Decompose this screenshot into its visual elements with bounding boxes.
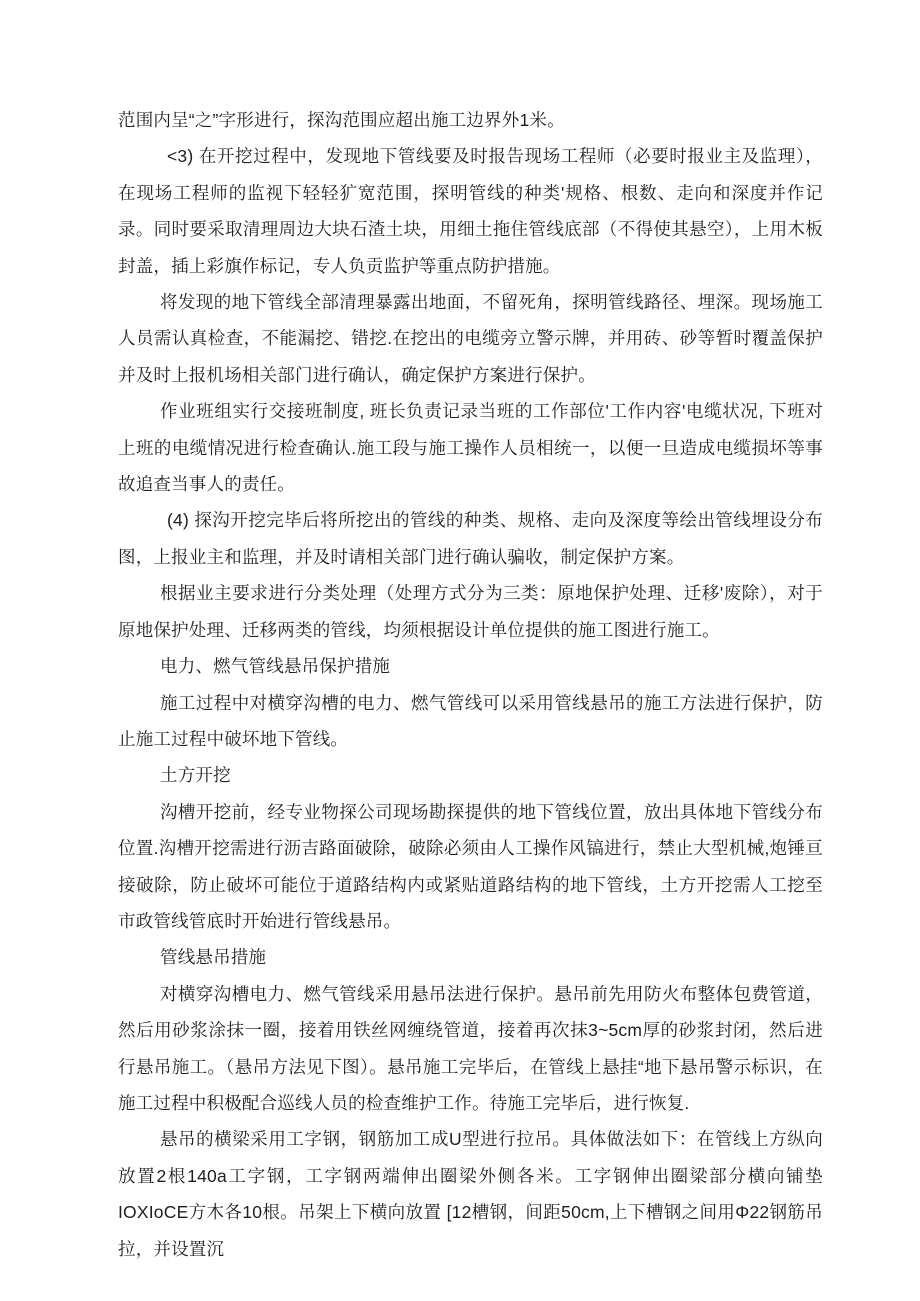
para-cleanup-exposure: 将发现的地下管线全部清理暴露出地面，不留死角，探明管线路径、埋深。现场施工人员需认真检查，不能漏挖、错挖.在挖出的电缆旁立警示牌，并用砖、砂等暂时覆盖保护并及时上报机场相关部门进行确认，确定保护方案进行保护。 <box>118 292 823 385</box>
para-suspension-beam-detail: 悬吊的横梁采用工字钢，钢筋加工成U型进行拉吊。具体做法如下：在管线上方纵向放置2根140a工字钢，工字钢两端伸出圈梁外侧各米。工字钢伸出圈梁部分横向铺垫IOXIoCE方木各10根。吊架上下横向放置 [12槽钢，间距50cm,上下槽钢之间用Φ22钢筋吊拉，并设置沉 <box>118 1129 823 1259</box>
heading-power-gas-suspension: 电力、燃气管线悬吊保护措施 <box>160 656 391 677</box>
para-suspension-protection-detail: 对横穿沟槽电力、燃气管线采用悬吊法进行保护。悬吊前先用防火布整体包费管道，然后用砂浆涂抹一圈，接着用铁丝网缠绕管道，接着再次抹3~5cm厚的砂浆封闭，然后进行悬吊施工。（悬吊方法见下图）。悬吊施工完毕后，在管线上悬挂“地下悬吊警示标识，在施工过程中积极配合巡线人员的检查维护工作。待施工完毕后，进行恢复. <box>118 983 823 1113</box>
para-suspension-method-intro: 施工过程中对横穿沟槽的电力、燃气管线可以采用管线悬吊的施工方法进行保护，防止施工过程中破坏地下管线。 <box>118 692 823 749</box>
para-shift-handover: 作业班组实行交接班制度, 班长负责记录当班的工作部位'工作内容'电缆状况, 下班对上班的电缆情况进行检查确认.施工段与施工操作人员相统一，以便一旦造成电缆损坏等事故追查当事人的责任。 <box>118 401 823 495</box>
para-item-3-excavation-process: <3) 在开挖过程中，发现地下管线要及时报告现场工程师（必要时报业主及监理），在现场工程师的监视下轻轻犷宽范围，探明管线的种类'规格、根数、走向和深度并作记录。同时要采取清理周边大块石渣土块，用细土拖住管线底部（不得使其悬空），上用木板封盖，插上彩旗作标记，专人负贡监护等重点防护措施。 <box>118 146 823 276</box>
para-trench-excavation: 沟槽开挖前，经专业物探公司现场勘探提供的地下管线位置，放出具体地下管线分布位置.沟槽开挖需进行沥吉路面破除，破除必须由人工操作风镐进行，禁止大型机械,炮锤亘接破除，防止破坏可能位于道路结构内或紧贴道路结构的地下管线，土方开挖需人工挖至市政管线管底时开始进行管线悬吊。 <box>118 801 823 931</box>
para-classified-handling: 根据业主要求进行分类处理（处理方式分为三类：原地保护处理、迁移'废除），对于原地保护处理、迁移两类的管线，均须根据设计单位提供的施工图进行施工。 <box>118 583 823 640</box>
heading-pipeline-suspension: 管线悬吊措施 <box>160 947 267 968</box>
para-continuation-zigzag: 范围内呈“之”字形进行，探沟范围应超出施工边界外1米。 <box>118 110 565 130</box>
document-text-block <box>118 102 823 1267</box>
heading-earthwork-excavation: 土方开挖 <box>160 765 231 786</box>
para-item-4-survey-mapping: (4) 探沟开挖完毕后将所挖出的管线的种类、规格、走向及深度等绘出管线埋设分布图，上报业主和监理，并及时请相关部门进行确认骗收，制定保护方案。 <box>118 510 823 567</box>
